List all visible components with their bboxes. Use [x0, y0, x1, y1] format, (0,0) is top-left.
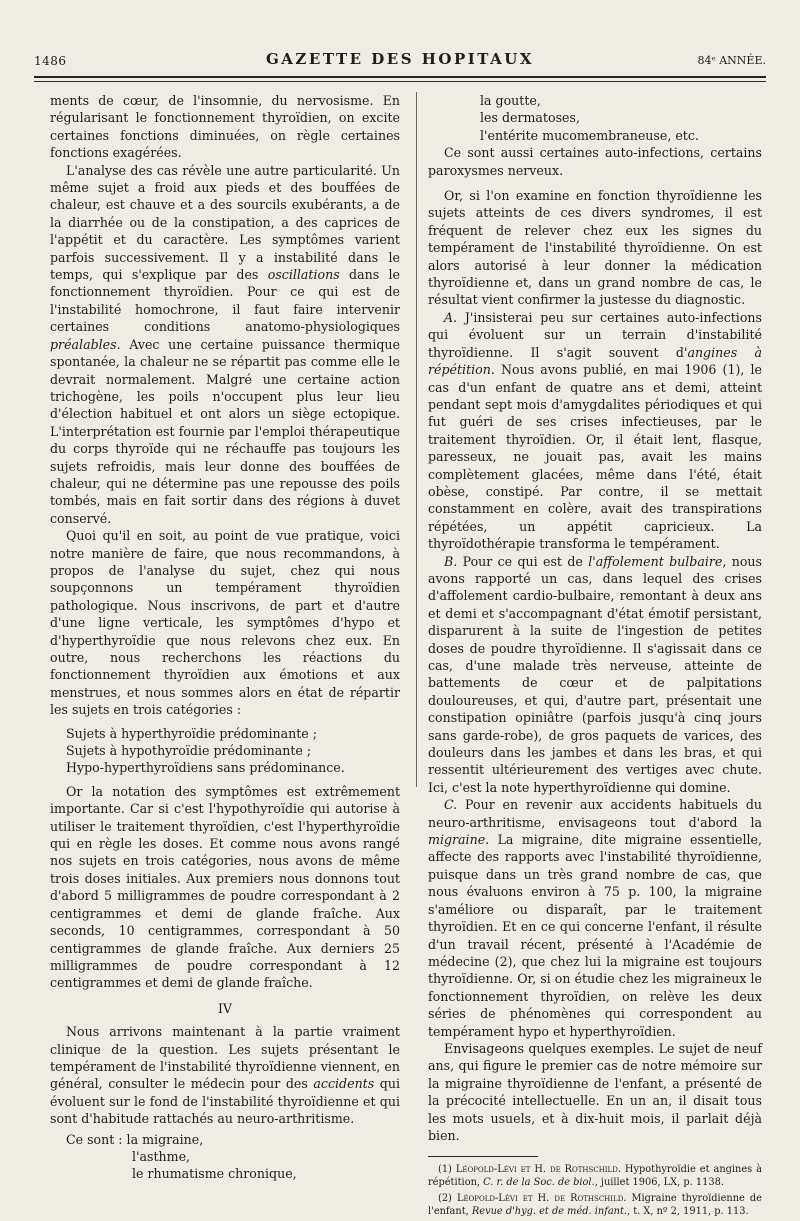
paragraph: Nous arrivons maintenant à la partie vraiment clinique de la question. Les sujets présentant le tempérament de l'instabilité thyroïdienne viennent, en général, consulter le médecin pour des accidents qui évoluent sur le fond de l'instabilité thyroïdienne et qui sont d'habitude rattachés au neuro-arthritisme.: [50, 1024, 400, 1127]
paragraph: Or, si l'on examine en fonction thyroïdienne les sujets atteints de ces divers syndromes, il est fréquent de relever chez eux les signes du tempérament de l'instabilité thyroïdienne. On est alors autorisé à leur donner la médication thyroïdienne et, dans un grand nombre de cas, le résultat vient confirmer la justesse du diagnostic.: [428, 188, 762, 308]
disease-list: [66, 1131, 400, 1183]
paragraph: A. J'insisterai peu sur certaines auto-infections qui évoluent sur un terrain d'instabilité thyroïdienne. Il s'agit souvent d'angines à répétition. Nous avons publié, en mai 1906 (1), le cas d'un enfant de quatre ans et demi, atteint pendant sept mois d'amygdalites périodiques et qui fut guéri de ses crises infectieuses, par le traitement thyroïdien. Or, il était lent, flasque, paresseux, ne jouait pas, avait les mains complètement glacées, même dans l'été, était obèse, constipé. Par contre, il se mettait constamment en colère, avait des transpirations répétées, un appétit capricieux. La thyroïdothérapie transforma le tempérament.: [428, 309, 763, 552]
list-item: l'asthme,: [132, 1148, 191, 1164]
journal-title: GAZETTE DES HOPITAUX: [265, 50, 534, 68]
list-item: Sujets à hyperthyroïdie prédominante ;: [66, 725, 317, 741]
paragraph: L'analyse des cas révèle une autre particularité. Un même sujet a froid aux pieds et des bouffées de chaleur, est chauve et a des sourcils exubérants, a de la diarrhée ou de la constipation, a des caprices de l'appétit et du caractère. Les symptômes varient parfois successivement. Il y a instabilité dans le temps, qui s'explique par des oscillations dans le fonctionnement thyroïdien. Pour ce qui est de l'instabilité homochrone, il faut faire intervenir certaines conditions anatomo-physiologiques préalables. Avec une certaine puissance thermique spontanée, la chaleur ne se répartit pas comme elle le devrait normalement. Malgré une certaine action trichogène, les poils n'occupent plus leur lieu d'élection habituel et ont alors un siège ectopique. L'interprétation est fournie par l'emploi thérapeutique du corps thyroïde qui ne réchauffe pas toujours les sujets refroidis, mais leur donne des bouffées de chaleur, qui ne détermine pas une repousse des poils tombés, mais en fait sortir dans des régions à duvet conservé.: [50, 162, 400, 526]
paragraph: Or la notation des symptômes est extrêmement importante. Car si c'est l'hypothyroïdie qui autorise à utiliser le traitement thyroïdien, c'est l'hyperthyroïdie qui en règle les doses. Et comme nous avons rangé nos sujets en trois catégories, nous avons de même trois doses initiales. Aux premiers nous donnons tout d'abord 5 milligrammes de poudre correspondant à 2 centigrammes et demi de glande fraîche. Aux seconds, 10 centigrammes, correspondant à 50 centigrammes de glande fraîche. Aux derniers 25 milligrammes de poudre correspondant à 12 centigrammes et demi de glande fraîche.: [50, 783, 400, 991]
list-item: la goutte,: [480, 93, 541, 108]
page-header: [34, 50, 766, 72]
footnote: (1) Léopold-Lévi et H. de Rothschild. Hypothyroïdie et angines à répétition, C. r. de la Soc. de biol., juillet 1906, LX, p. 1138.: [428, 1164, 762, 1189]
section-heading: IV: [217, 1000, 233, 1016]
right-column: [428, 92, 762, 1221]
list-item: le rhumatisme chronique,: [132, 1166, 297, 1182]
page-number: 1486: [34, 54, 67, 68]
list-item: l'entérite mucomembraneuse, etc.: [480, 127, 699, 143]
list-item: Hypo-hyperthyroïdiens sans prédominance.: [66, 760, 345, 776]
year-label: 84ᵉ ANNÉE.: [697, 54, 766, 67]
footnotes: [428, 1163, 762, 1218]
paragraph: Quoi qu'il en soit, au point de vue pratique, voici notre manière de faire, que nous recommandons, à propos de l'analyse du sujet, chez qui nous soupçonnons un tempérament thyroïdien pathologique. Nous inscrivons, de part et d'autre d'une ligne verticale, les symptômes d'hypo et d'hyperthyroïdie que nous relevons chez eux. En outre, nous recherchons les réactions du fonctionnement thyroïdien aux émotions et aux menstrues, et nous sommes alors en état de répartir les sujets en trois catégories :: [50, 528, 400, 718]
header-rule-thin: [34, 81, 766, 82]
paragraph: ments de cœur, de l'insomnie, du nervosisme. En régularisant le fonctionnement thyroïdien, on excite certaines fonctions diminuées, on règle certaines fonctions exagérées.: [50, 93, 400, 161]
left-column: [50, 92, 400, 1183]
paragraph: C. Pour en revenir aux accidents habituels du neuro-arthritisme, envisageons tout d'abord la migraine. La migraine, dite migraine essentielle, affecte des rapports avec l'instabilité thyroïdienne, puisque dans un très grand nombre de cas, que nous évaluons environ à 75 p. 100, la migraine s'améliore ou disparaît, par le traitement thyroïdien. Et en ce qui concerne l'enfant, il résulte d'un travail récent, présenté à l'Académie de médecine (2), que chez lui la migraine est toujours thyroïdienne. Or, si on étudie chez les migraineux le fonctionnement thyroïdien, on relève les deux séries de phénomènes qui correspondent au tempérament hypo et hyperthyroïdien.: [428, 797, 762, 1039]
column-divider: [416, 92, 417, 787]
header-rule-thick: [34, 76, 766, 78]
paragraph: Ce sont aussi certaines auto-infections, certains paroxysmes nerveux.: [428, 145, 762, 178]
paragraph: Envisageons quelques exemples. Le sujet de neuf ans, qui figure le premier cas de notre mémoire sur la migraine thyroïdienne de l'enfant, a présenté de la précocité intellectuelle. En un an, il disait tous les mots usuels, et à dix-huit mois, il parlait déjà bien.: [428, 1040, 762, 1143]
paragraph: B. Pour ce qui est de l'affolement bulbaire, nous avons rapporté un cas, dans lequel des crises d'affolement cardio-bulbaire, remontant à deux ans et demi et s'accompagnant d'état émotif persistant, disparurent à la suite de l'ingestion de petites doses de poudre thyroïdienne. Il s'agissait dans ce cas, d'une malade très nerveuse, atteinte de battements de cœur et de palpitations douloureuses, et qui, d'autre part, présentait une constipation opiniâtre (parfois jusqu'à cinq jours sans garde-robe), de gros paquets de varices, des douleurs dans les jambes et dans les bras, et qui ressentit ultérieurement des vertiges avec chute. Ici, c'est la note hyperthyroïdienne qui domine.: [428, 553, 762, 795]
category-list: [66, 725, 400, 777]
list-item: les dermatoses,: [480, 110, 580, 126]
footnote-rule: [428, 1156, 538, 1157]
disease-list-continued: [480, 92, 762, 144]
list-item: Sujets à hypothyroïdie prédominante ;: [66, 743, 312, 759]
footnote: (2) Léopold-Lévi et H. de Rothschild. Migraine thyroïdienne de l'enfant, Revue d'hyg. et de méd. infant., t. X, nº 2, 1911, p. 113.: [428, 1193, 762, 1218]
list-item: Ce sont : la migraine,: [66, 1131, 204, 1147]
